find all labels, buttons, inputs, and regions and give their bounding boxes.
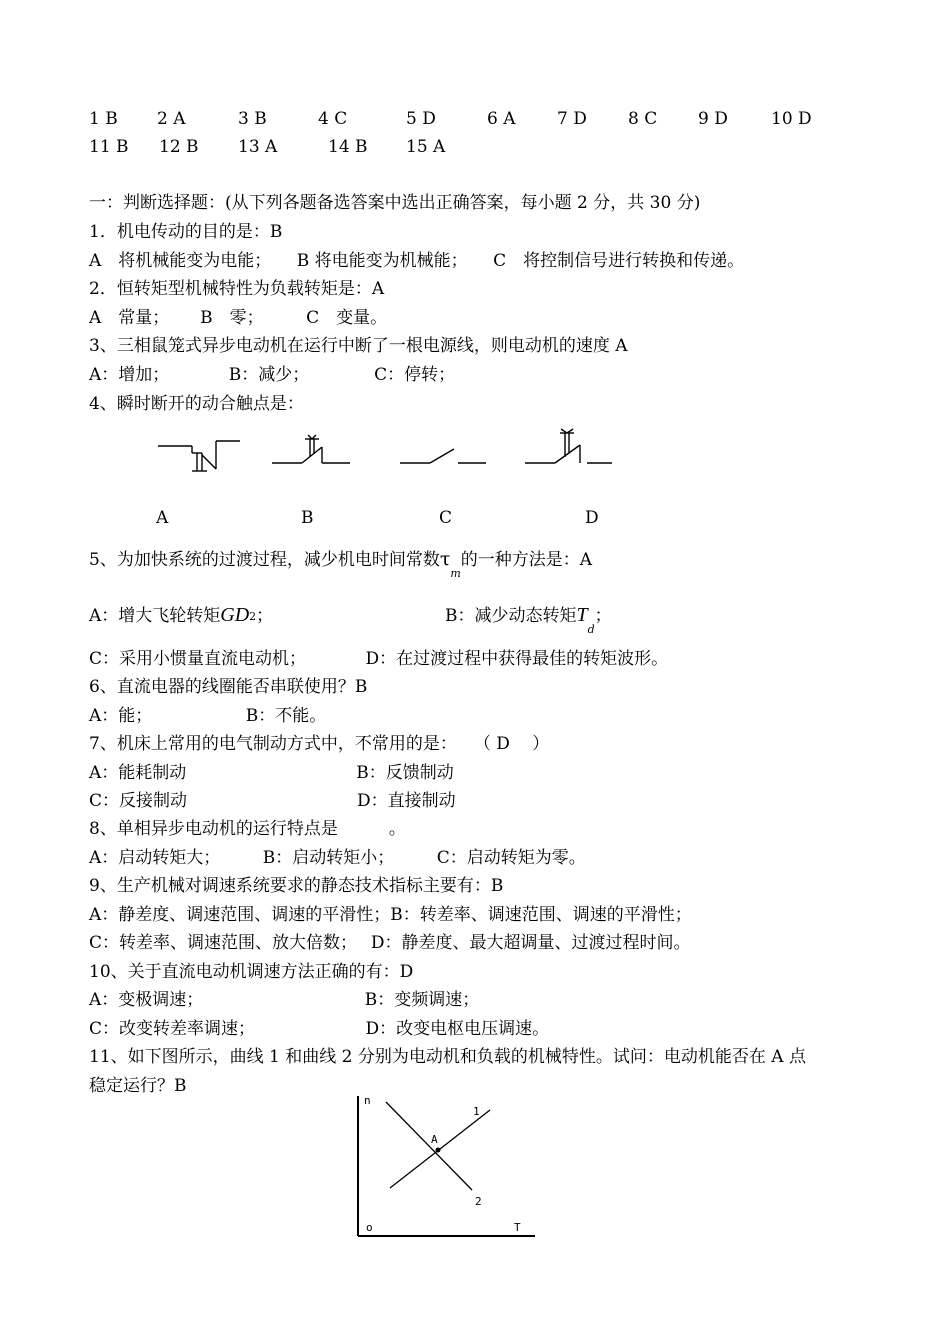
q3-stem: 3、三相鼠笼式异步电动机在运行中断了一根电源线，则电动机的速度 A [89, 336, 628, 356]
answer-7: 7 D [557, 109, 587, 129]
section-title: 一：判断选择题：(从下列各题备选答案中选出正确答案，每小题 2 分，共 30 分) [89, 193, 701, 213]
answer-14: 14 B [328, 137, 368, 157]
answer-4: 4 C [318, 109, 348, 129]
answer-13: 13 A [238, 137, 278, 157]
q4-label-b: B [301, 508, 314, 528]
q2-options: A 常量； B 零； C 变量。 [89, 308, 388, 328]
tau-subscript: m [450, 567, 461, 580]
gd-symbol: GD [220, 604, 250, 626]
answer-2: 2 A [157, 109, 186, 129]
q2-stem: 2．恒转矩型机械特性为负载转矩是：A [89, 279, 385, 299]
answer-5: 5 D [406, 109, 436, 129]
contact-symbol-a [158, 441, 240, 471]
q11-stem-line1: 11、如下图所示，曲线 1 和曲线 2 分别为电动机和负载的机械特性。试问：电动机能否在 A 点 [89, 1047, 806, 1067]
q7-stem: 7、机床上常用的电气制动方式中，不常用的是： （ D ） [89, 734, 550, 754]
answer-8: 8 C [628, 109, 658, 129]
q5-option-b-text: B：减少动态转矩 [445, 606, 577, 626]
q11-stem-line2: 稳定运行？B [89, 1076, 187, 1096]
q1-options: A 将机械能变为电能； B 将电能变为机械能； C 将控制信号进行转换和传递。 [89, 251, 745, 271]
q9-stem: 9、生产机械对调速系统要求的静态技术指标主要有：B [89, 876, 504, 896]
y-axis-label: n [364, 1094, 371, 1107]
answer-10: 10 D [771, 109, 812, 129]
q9-options-cd: C：转差率、调速范围、放大倍数； D：静差度、最大超调量、过渡过程时间。 [89, 933, 691, 953]
point-a-label: A [431, 1133, 438, 1146]
q1-stem: 1．机电传动的目的是：B [89, 222, 283, 242]
contact-symbol-c [400, 449, 486, 463]
contact-symbol-d [525, 429, 612, 463]
curve-1-label: 1 [473, 1105, 480, 1118]
contact-symbol-b [272, 435, 350, 463]
q5-stem-post: 的一种方法是：A [460, 550, 593, 570]
q8-stem: 8、单相异步电动机的运行特点是 。 [89, 819, 406, 839]
q3-options: A：增加； B：减少； C：停转； [89, 365, 456, 385]
q6-stem: 6、直流电器的线圈能否串联使用？B [89, 677, 368, 697]
q9-options-ab: A：静差度、调速范围、调速的平滑性；B：转差率、调速范围、调速的平滑性； [89, 905, 692, 925]
curve-2-label: 2 [475, 1195, 482, 1208]
td-symbol: T [576, 604, 588, 626]
q7-options-ab: A：能耗制动 B：反馈制动 [89, 763, 454, 783]
q5-option-a [89, 604, 273, 629]
curve-2-line [386, 1102, 472, 1190]
q5-stem-pre: 5、为加快系统的过渡过程，减少机电时间常数 [89, 550, 440, 570]
q5-options-cd: C：采用小惯量直流电动机； D：在过渡过程中获得最佳的转矩波形。 [89, 649, 669, 669]
q4-contact-symbols [150, 425, 630, 485]
intersection-point-dot [436, 1148, 441, 1153]
td-subscript: d [587, 623, 595, 636]
answer-11: 11 B [89, 137, 129, 157]
q10-options-cd: C：改变转差率调速； D：改变电枢电压调速。 [89, 1019, 550, 1039]
q5-stem [89, 548, 593, 580]
q4-label-c: C [439, 508, 453, 528]
q5-option-a-end: ； [256, 606, 274, 626]
q4-label-a: A [156, 508, 169, 528]
q7-options-cd: C：反接制动 D：直接制动 [89, 791, 456, 811]
answer-1: 1 B [89, 109, 118, 129]
answer-6: 6 A [487, 109, 516, 129]
q8-options: A：启动转矩大； B：启动转矩小； C：启动转矩为零。 [89, 848, 586, 868]
origin-label: o [366, 1221, 373, 1234]
q4-label-d: D [585, 508, 599, 528]
mechanical-characteristic-figure [350, 1088, 550, 1248]
x-axis-label: T [514, 1221, 521, 1234]
q10-options-ab: A：变极调速； B：变频调速； [89, 990, 480, 1010]
q5-option-b [445, 604, 612, 636]
q10-stem: 10、关于直流电动机调速方法正确的有：D [89, 962, 414, 982]
q5-option-a-text: A：增大飞轮转矩 [89, 606, 221, 626]
answer-3: 3 B [238, 109, 267, 129]
gd-superscript: 2 [249, 610, 257, 623]
tau-symbol: τ [439, 548, 451, 570]
answer-12: 12 B [159, 137, 199, 157]
answer-9: 9 D [698, 109, 728, 129]
q4-stem: 4、瞬时断开的动合触点是： [89, 394, 304, 414]
q5-option-b-end: ； [594, 606, 612, 626]
q6-options: A：能； B：不能。 [89, 706, 327, 726]
answer-15: 15 A [406, 137, 446, 157]
